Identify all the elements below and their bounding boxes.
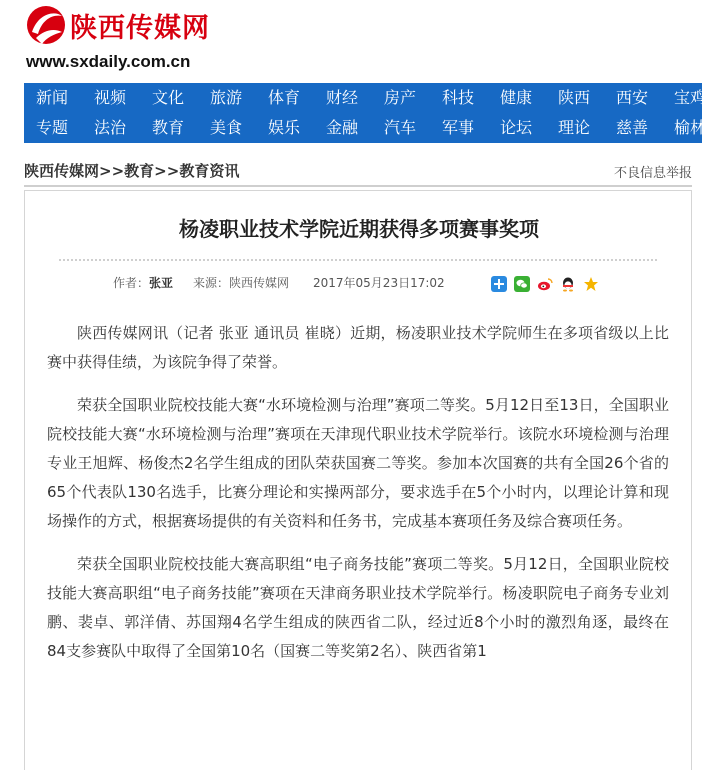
nav-item[interactable]: 西安	[616, 88, 649, 107]
plus-share-icon[interactable]	[491, 276, 507, 292]
qzone-star-icon[interactable]	[583, 276, 599, 292]
weibo-icon[interactable]	[537, 276, 553, 292]
nav-item[interactable]: 慈善	[616, 118, 649, 137]
nav-item[interactable]: 榆林	[674, 118, 706, 137]
nav-item[interactable]: 法治	[94, 118, 127, 137]
nav-item[interactable]: 军事	[442, 118, 475, 137]
author-name: 张亚	[149, 276, 174, 290]
nav-item[interactable]: 美食	[210, 118, 243, 137]
nav-item[interactable]: 房产	[384, 88, 417, 107]
breadcrumb-separator: >>	[99, 162, 125, 180]
article-paragraph: 陕西传媒网讯（记者 张亚 通讯员 崔晓）近期，杨凌职业技术学院师生在多项省级以上比赛中获得佳绩，为该院争得了荣誉。	[47, 324, 669, 371]
nav-item[interactable]: 新闻	[36, 88, 69, 107]
wechat-icon[interactable]	[514, 276, 530, 292]
breadcrumb-divider	[24, 185, 692, 187]
nav-item[interactable]: 宝鸡	[674, 88, 706, 107]
title-divider	[59, 259, 657, 261]
article-source: 来源：陕西传媒网	[193, 276, 290, 290]
nav-item[interactable]: 汽车	[384, 118, 417, 137]
nav-item[interactable]: 科技	[442, 88, 475, 107]
nav-item[interactable]: 文化	[152, 88, 185, 107]
nav-item[interactable]: 视频	[94, 88, 127, 107]
qq-icon[interactable]	[560, 276, 576, 292]
nav-item[interactable]: 论坛	[500, 118, 533, 137]
nav-item[interactable]: 旅游	[210, 88, 243, 107]
nav-item[interactable]: 专题	[36, 118, 69, 137]
nav-item[interactable]: 健康	[500, 88, 533, 107]
logo-icon[interactable]	[24, 4, 68, 46]
article-body	[47, 319, 669, 680]
nav-item[interactable]: 教育	[152, 118, 185, 137]
author-label: 作者：	[113, 276, 150, 290]
breadcrumb-education[interactable]: 教育	[124, 162, 155, 180]
article-paragraph: 荣获全国职业院校技能大赛高职组“电子商务技能”赛项二等奖。5月12日，全国职业院校技能大赛高职组“电子商务技能”赛项在天津商务职业技术学院举行。杨凌职院电子商务专业刘鹏、裴卓、郭洋倩、苏国翔4名学生组成的陕西省二队，经过近8个小时的激烈角逐，最终在84支参赛队中取得了全国第10名（国赛二等奖第2名）、陕西省第1	[47, 555, 669, 660]
breadcrumb-home[interactable]: 陕西传媒网	[24, 162, 100, 180]
nav-item[interactable]: 陕西	[558, 88, 591, 107]
site-url[interactable]: www.sxdaily.com.cn	[26, 52, 191, 71]
article	[24, 190, 692, 770]
breadcrumb-education-news[interactable]: 教育资讯	[179, 162, 240, 180]
nav-item[interactable]: 娱乐	[268, 118, 301, 137]
article-author	[113, 274, 173, 291]
main-nav	[24, 83, 706, 143]
breadcrumb-bar	[24, 158, 692, 184]
nav-item[interactable]: 金融	[326, 118, 359, 137]
breadcrumb-separator: >>	[154, 162, 180, 180]
report-link[interactable]: 不良信息举报	[613, 166, 692, 181]
nav-item[interactable]: 理论	[558, 118, 591, 137]
nav-item[interactable]: 体育	[268, 88, 301, 107]
site-logo-text[interactable]: 陕西传媒网	[70, 13, 210, 44]
article-title: 杨凌职业技术学院近期获得多项赛事奖项	[179, 217, 539, 241]
breadcrumb	[24, 160, 239, 181]
nav-item[interactable]: 财经	[326, 88, 359, 107]
site-header	[24, 4, 284, 76]
article-paragraph: 荣获全国职业院校技能大赛“水环境检测与治理”赛项二等奖。5月12日至13日，全国职业院校技能大赛“水环境检测与治理”赛项在天津现代职业技术学院举行。该院水环境检测与治理专业王旭辉、杨俊杰2名学生组成的团队荣获国赛二等奖。参加本次国赛的共有全国26个省的65个代表队130名选手，比赛分理论和实操两部分，要求选手在5个小时内，以理论计算和现场操作的方式，根据赛场提供的有关资料和任务书，完成基本赛项任务及综合赛项任务。	[47, 396, 669, 530]
article-date: 2017年05月23日17:02	[313, 276, 445, 290]
